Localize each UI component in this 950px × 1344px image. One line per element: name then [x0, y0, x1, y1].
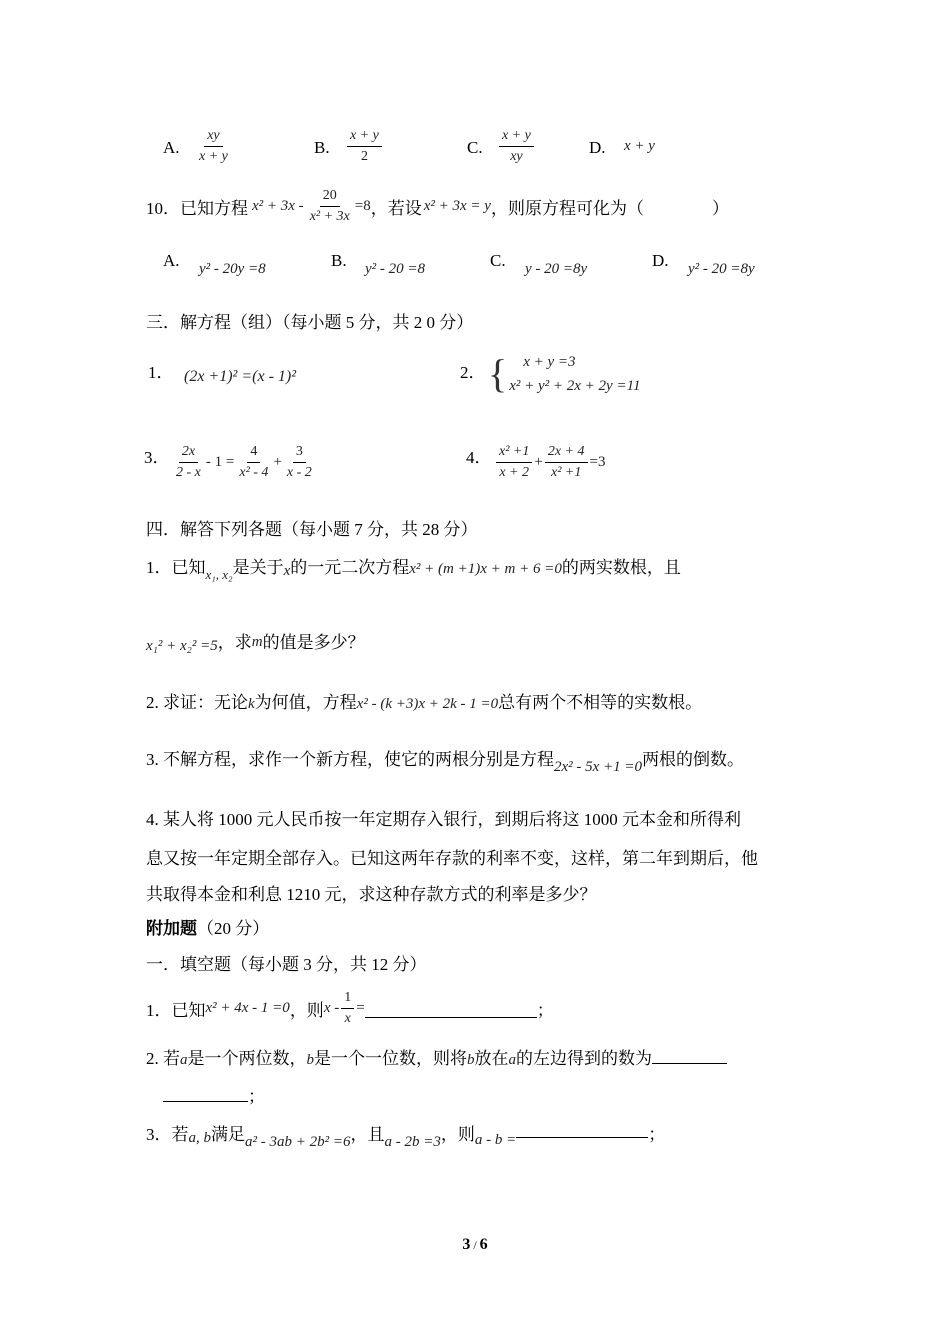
- s4-q4-line3: 共取得本金和利息 1210 元，求这种存款方式的利率是多少？: [146, 885, 597, 904]
- s4-q3-equation: 2x² - 5x +1 =0: [554, 759, 643, 775]
- q9-option-c-fraction: $\frac{x + y}{xy}$: [499, 128, 534, 165]
- q9-option-a-label: A.: [163, 138, 180, 157]
- q10-mid: ，若设: [370, 199, 422, 218]
- s4-q4-line2: 息又按一年定期全部存入。已知这两年存款的利率不变，这样，第二年到期后，他: [146, 849, 758, 868]
- s3-p1-label: 1．: [148, 363, 174, 382]
- section3-heading: 三．解方程（组）（每小题 5 分，共 2 0 分）: [146, 313, 474, 332]
- s3-p4-label: 4．: [466, 448, 492, 467]
- q10-substitution: x² + 3x = y: [423, 198, 491, 214]
- section4-heading: 四．解答下列各题（每小题 7 分，共 28 分）: [146, 520, 478, 539]
- bonus-f3-answer-blank[interactable]: [516, 1120, 648, 1138]
- bonus-f1-fraction: $\frac{1}{x}$: [341, 990, 354, 1027]
- q10-tail: ，则原方程可化为（ ）: [490, 199, 729, 218]
- s4-q1-roots: x₁, x₂: [205, 567, 233, 582]
- page-footer: 3 / 6: [462, 1236, 488, 1253]
- bonus-f2-line2: ；: [163, 1082, 265, 1107]
- bonus-f3-equation-2: a - 2b =3: [384, 1134, 441, 1150]
- q9-option-c-label: C.: [467, 138, 483, 157]
- bonus-sub-heading: 一．填空题（每小题 3 分，共 12 分）: [146, 955, 427, 974]
- s4-q1-line2: x₁² + x₂² =5 ，求 m 的值是多少？: [146, 633, 365, 654]
- s4-q3: 3. 不解方程，求作一个新方程，使它的两根分别是方程 2x² - 5x +1 =0 两根的倒数。: [146, 750, 745, 775]
- q10-eq-left: x² + 3x -: [252, 198, 304, 214]
- q9-option-d-label: D.: [589, 138, 606, 157]
- s4-q2-equation: x² - (k +3)x + 2k - 1 =0: [356, 696, 499, 712]
- bonus-f2-answer-blank-2[interactable]: [163, 1083, 248, 1102]
- s3-p2-label: 2．: [460, 363, 486, 382]
- q9-option-b-fraction: $\frac{x + y}{2}$: [347, 128, 382, 165]
- left-brace-icon: {: [488, 351, 508, 396]
- s3-p2-line1: x + y =3: [523, 354, 576, 370]
- s3-p1-expr: (2x +1)² =(x - 1)²: [184, 368, 297, 385]
- q10-fraction: $\frac{20}{\text{x² + 3x}}$: [309, 188, 350, 224]
- bonus-f2-line1: 2. 若 a 是一个两位数， b 是一个一位数，则将 b 放在 a 的左边得到的数为: [146, 1044, 727, 1069]
- q10-number: 10．已知方程: [146, 199, 248, 218]
- q10-option-b-label: B.: [331, 251, 347, 270]
- q10-option-b-expr: y² - 20 =8: [365, 261, 426, 277]
- s3-p4-equation: $\frac{\text{x² +1}}{x + 2}$ + $\frac{2x + 4}{\text{x² +1}}$ =3: [496, 444, 605, 481]
- s3-p3-equation: $\frac{2x}{2 - x}$ - 1 = $\frac{4}{\text{x² - 4}}$ + $\frac{3}{x - 2}$: [176, 444, 312, 480]
- q9-option-b-label: B.: [314, 138, 330, 157]
- q10-option-d-expr: y² - 20 =8y: [688, 261, 755, 277]
- bonus-f1-answer-blank[interactable]: [365, 999, 537, 1018]
- bonus-f3: 3．若 a, b 满足 a² - 3ab + 2b² =6 ，且 a - 2b =3 ，则 a - b = ；: [146, 1120, 665, 1151]
- q10-option-a-expr: y² - 20y =8: [199, 261, 266, 277]
- bonus-f2-answer-blank-1[interactable]: [652, 1047, 727, 1064]
- bonus-heading: 附加题（20 分）: [146, 919, 270, 938]
- bonus-f3-equation-1: a² - 3ab + 2b² =6: [245, 1134, 351, 1150]
- page-total: 6: [479, 1236, 488, 1253]
- s3-p2-line2: x² + y² + 2x + 2y =11: [509, 378, 641, 394]
- bonus-f1: 1．已知 x² + 4x - 1 =0 ，则 x - $\frac{1}{x}$ = ；: [146, 990, 554, 1026]
- q10-option-c-expr: y - 20 =8y: [525, 261, 588, 277]
- q9-option-a-fraction: $\frac{xy}{x + y}$: [199, 128, 228, 164]
- s4-q2: 2. 求证：无论 k 为何值，方程 x² - (k +3)x + 2k - 1 =0 总有两个不相等的实数根。: [146, 693, 703, 712]
- q10-option-a-label: A.: [163, 251, 180, 270]
- bonus-f1-equation: x² + 4x - 1 =0: [205, 1000, 290, 1016]
- q10-option-d-label: D.: [652, 251, 669, 270]
- s4-q1-line1: 1．已知 x₁, x₂ 是关于 x 的一元二次方程 x² + (m +1)x + m + 6 =0 的两实数根，且: [146, 558, 681, 582]
- q9-option-d-expr: x + y: [624, 138, 655, 154]
- s3-p2-system: [488, 350, 640, 398]
- q10-eq-right: =8: [354, 198, 371, 214]
- q10-stem: [146, 188, 729, 225]
- q10-option-c-label: C.: [490, 251, 506, 270]
- s3-p3-label: 3．: [144, 448, 170, 467]
- s4-q1-equation: x² + (m +1)x + m + 6 =0: [409, 561, 562, 577]
- s4-q1-condition: x₁² + x₂² =5: [146, 638, 218, 654]
- page-number: 3: [462, 1236, 471, 1253]
- s4-q4-line1: 4. 某人将 1000 元人民币按一年定期存入银行，到期后将这 1000 元本金和所得利: [146, 810, 741, 829]
